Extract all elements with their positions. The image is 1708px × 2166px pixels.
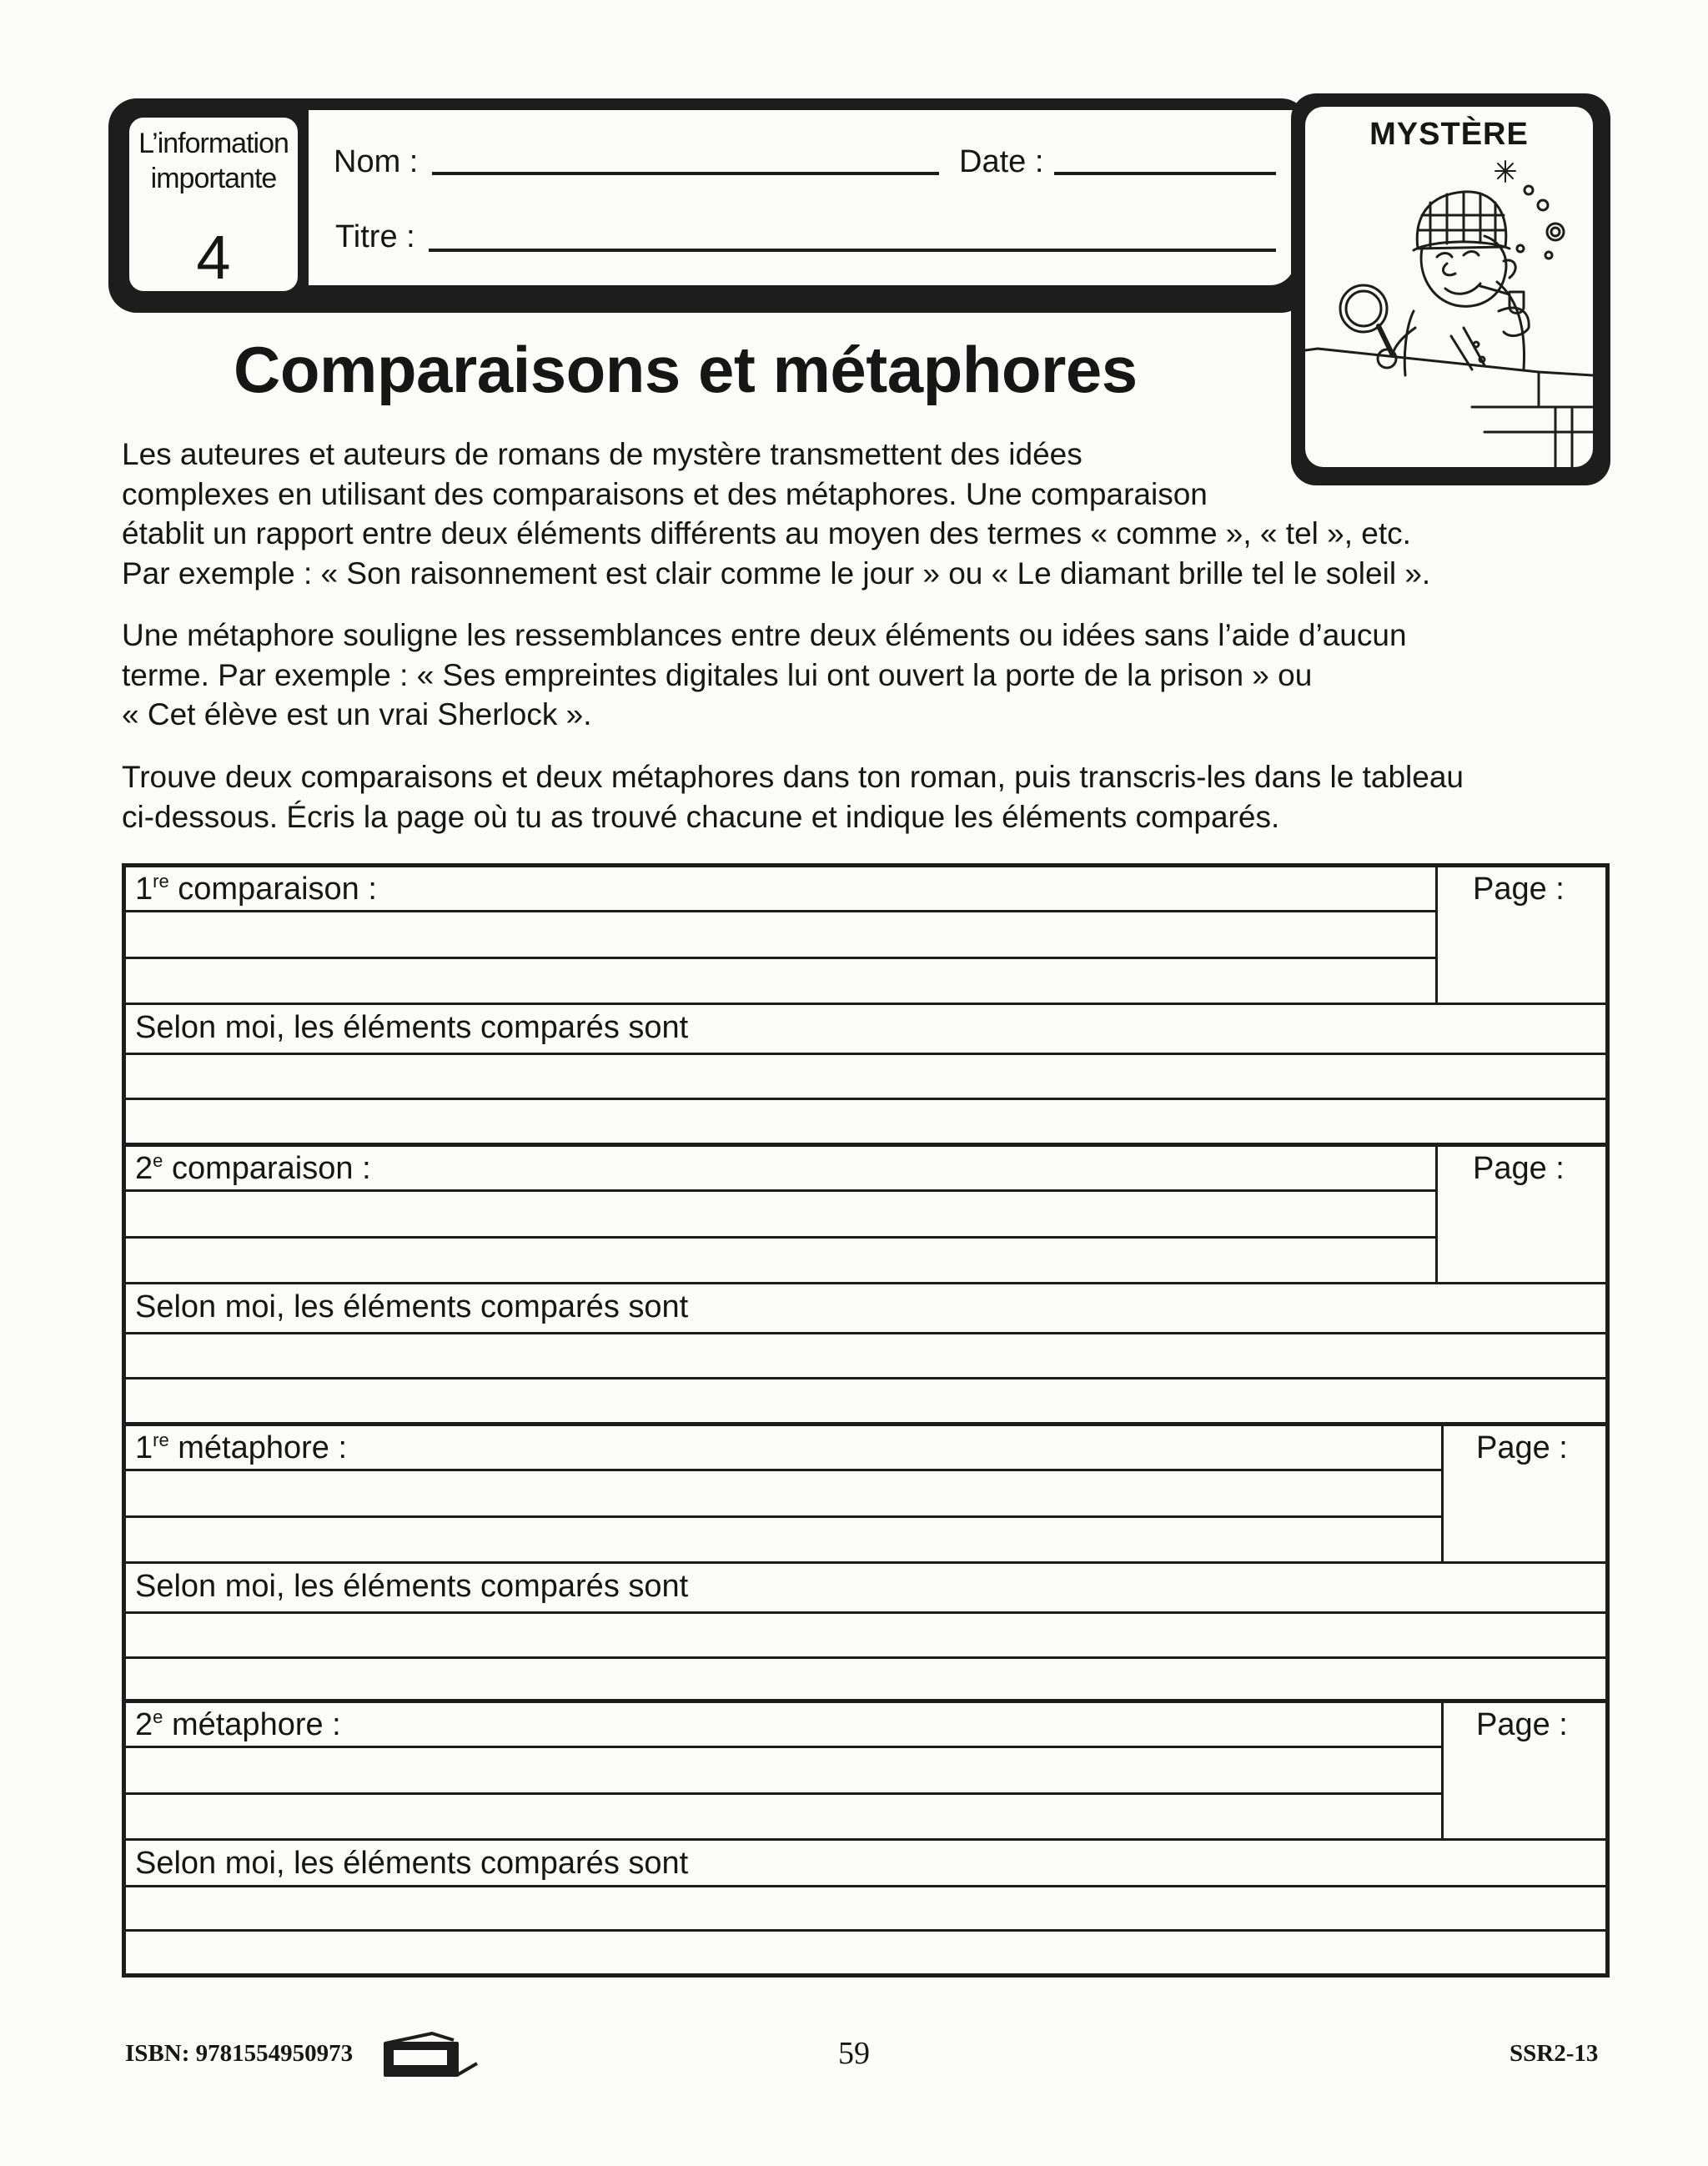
intro-line: Les auteures et auteurs de romans de mystère transmettent des idées xyxy=(122,437,1083,471)
badge-label xyxy=(129,126,298,196)
instructions-line: ci-dessous. Écris la page où tu as trouvé chacune et indique les éléments comparés. xyxy=(122,799,1280,834)
section-3-analysis-line-1[interactable] xyxy=(126,1611,1605,1614)
date-label: Date : xyxy=(959,144,1044,179)
section-3-label: 1re métaphore : xyxy=(135,1430,348,1465)
section-1-page-label: Page : xyxy=(1473,872,1565,907)
page-column-divider xyxy=(1441,1426,1444,1563)
page-column-divider xyxy=(1435,867,1438,1004)
section-2-writing-line-2[interactable] xyxy=(126,1236,1435,1239)
metaphor-line: « Cet élève est un vrai Sherlock ». xyxy=(122,697,592,731)
section-4-analysis-line-2[interactable] xyxy=(126,1929,1605,1932)
section-1-row-divider xyxy=(126,1003,1605,1005)
section-1-analysis-label: Selon moi, les éléments comparés sont xyxy=(135,1010,689,1045)
section-2-writing-line-1[interactable] xyxy=(126,1189,1435,1192)
intro-paragraph xyxy=(122,435,1430,593)
badge-number: 4 xyxy=(196,223,231,292)
section-2-analysis-label: Selon moi, les éléments comparés sont xyxy=(135,1289,689,1324)
section-3-analysis-line-2[interactable] xyxy=(126,1656,1605,1659)
section-divider xyxy=(122,1422,1610,1426)
section-2-analysis-line-1[interactable] xyxy=(126,1332,1605,1334)
section-4-analysis-label: Selon moi, les éléments comparés sont xyxy=(135,1846,689,1881)
metaphor-paragraph xyxy=(122,616,1407,735)
section-4-page-label: Page : xyxy=(1476,1707,1568,1742)
section-4-label: 2e métaphore : xyxy=(135,1706,341,1742)
section-3-row-divider xyxy=(126,1561,1605,1564)
name-label: Nom : xyxy=(334,144,419,179)
page-column-divider xyxy=(1441,1703,1444,1840)
section-2-analysis-line-2[interactable] xyxy=(126,1377,1605,1380)
header-fields-area xyxy=(309,110,1295,285)
section-3-writing-line-2[interactable] xyxy=(126,1515,1441,1518)
intro-line: Par exemple : « Son raisonnement est clair comme le jour » ou « Le diamant brille tel le soleil ». xyxy=(122,555,1431,590)
badge-label-line2: importante xyxy=(150,163,277,194)
name-field[interactable] xyxy=(432,172,939,175)
date-field[interactable] xyxy=(1054,172,1276,175)
section-divider xyxy=(122,1143,1610,1147)
title-field[interactable] xyxy=(429,249,1276,252)
section-divider xyxy=(122,1699,1610,1703)
section-3-writing-line-1[interactable] xyxy=(126,1469,1441,1471)
page-number: 59 xyxy=(838,2036,870,2071)
section-4-writing-line-2[interactable] xyxy=(126,1792,1441,1795)
instructions-line: Trouve deux comparaisons et deux métaphores dans ton roman, puis transcris-les dans le tableau xyxy=(122,760,1464,794)
section-4-row-divider xyxy=(126,1838,1605,1841)
section-4-analysis-line-1[interactable] xyxy=(126,1885,1605,1887)
footer-code: SSR2-13 xyxy=(1510,2040,1599,2067)
section-3-analysis-label: Selon moi, les éléments comparés sont xyxy=(135,1569,689,1604)
section-2-row-divider xyxy=(126,1282,1605,1284)
scanner-icon xyxy=(382,2032,482,2082)
footer-isbn: ISBN: 9781554950973 xyxy=(125,2040,354,2067)
title-label: Titre : xyxy=(335,219,415,254)
intro-line: établit un rapport entre deux éléments différents au moyen des termes « comme », « tel », etc. xyxy=(122,516,1411,550)
instructions-paragraph xyxy=(122,757,1464,837)
theme-label: MYSTÈRE xyxy=(1369,117,1529,152)
intro-line: complexes en utilisant des comparaisons et des métaphores. Une comparaison xyxy=(122,476,1208,511)
page-title: Comparaisons et métaphores xyxy=(234,333,1138,406)
section-4-writing-line-1[interactable] xyxy=(126,1746,1441,1748)
metaphor-line: Une métaphore souligne les ressemblances entre deux éléments ou idées sans l’aide d’aucun xyxy=(122,618,1407,652)
section-1-analysis-line-2[interactable] xyxy=(126,1098,1605,1100)
theme-inner xyxy=(1305,107,1593,467)
section-2-label: 2e comparaison : xyxy=(135,1150,371,1186)
section-1-analysis-line-1[interactable] xyxy=(126,1053,1605,1055)
badge-label-line1: L’information xyxy=(138,128,289,159)
metaphor-line: terme. Par exemple : « Ses empreintes digitales lui ont ouvert la porte de la prison » ou xyxy=(122,657,1313,692)
section-1-label: 1re comparaison : xyxy=(135,871,377,907)
section-3-page-label: Page : xyxy=(1476,1430,1568,1465)
info-badge xyxy=(125,113,302,295)
page-column-divider xyxy=(1435,1147,1438,1284)
section-1-writing-line-1[interactable] xyxy=(126,910,1435,912)
section-2-page-label: Page : xyxy=(1473,1151,1565,1186)
detective-illustration xyxy=(1305,157,1593,467)
section-1-writing-line-2[interactable] xyxy=(126,957,1435,959)
